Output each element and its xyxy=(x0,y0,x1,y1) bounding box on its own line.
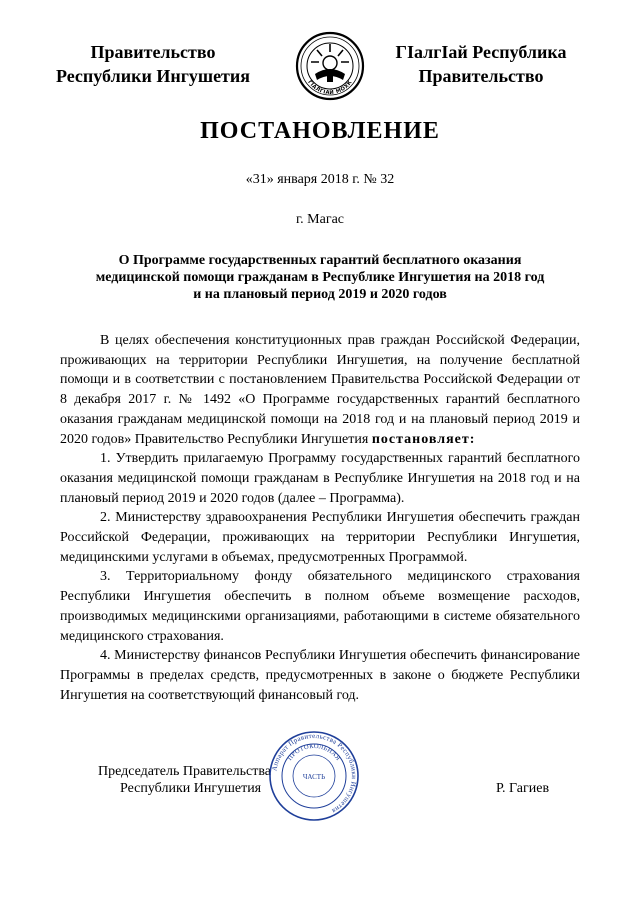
preamble-text: В целях обеспечения конституционных прав граждан Российской Федерации, проживающих на территории Республики Ингушетия, на получение бесплатной помощи и в соответствии с постановлением Правительства Российской Федерации от 8 декабря 2017 г. № 1492 «О Программе государственных гарантий бесплатного оказания гражданам медицинской помощи на 2018 год и на плановый период 2019 и 2020 годов» Правительство Республики Ингушетия xyxy=(60,333,580,447)
item-paragraph-4: 4. Министерству финансов Республики Ингушетия обеспечить финансирование Программы в пределах средств, предусмотренных в законе о бюджете Республики Ингушетия на соответствующий финансовый год. xyxy=(60,648,580,703)
stamp-inner-text: ПРОТОКОЛЬНАЯ xyxy=(286,742,342,762)
item-paragraph-3: 3. Территориальному фонду обязательного медицинского страхования Республики Ингушетия обеспечить в полном объеме возмещение расходов, производимых медицинскими организациями, работающими в системе обязательного медицинского страхования. xyxy=(60,569,580,644)
header-left-line2: Республики Ингушетия xyxy=(55,66,251,86)
signature-position-line2: Республики Ингушетия xyxy=(120,781,262,796)
header-left-line1: Правительство xyxy=(90,42,216,62)
stamp-center-text: ЧАСТЬ xyxy=(302,773,326,781)
document-title: ПОСТАНОВЛЕНИЕ xyxy=(200,118,440,144)
svg-text:ПРОТОКОЛЬНАЯ xyxy=(286,743,341,762)
item-paragraph-2: 2. Министерству здравоохранения Республики Ингушетия обеспечить граждан Российской Федерации, проживающих на территории Республики Ингушетия, медицинскими услугами в объемах, предусмотренных Программой. xyxy=(60,510,580,565)
header-right-line1: ГIалгIай Республика xyxy=(395,42,567,62)
decree-word: постановляет: xyxy=(371,431,476,447)
subject-line1: О Программе государственных гарантий бесплатного оказания xyxy=(118,253,522,268)
signature-position-line1: Председатель Правительства xyxy=(98,764,271,779)
coat-of-arms-icon xyxy=(295,30,365,102)
place-line: г. Магас xyxy=(296,212,344,227)
subject-line3: и на плановый период 2019 и 2020 годов xyxy=(193,287,447,302)
header-right xyxy=(376,40,586,88)
header-left xyxy=(48,40,258,88)
document-body xyxy=(60,331,580,705)
header-right-line2: Правительство xyxy=(418,66,544,86)
emblem-text: ГIАЛГIАЙ МОХК xyxy=(306,79,354,97)
date-line: «31» января 2018 г. № 32 xyxy=(245,172,395,187)
item-paragraph-1: 1. Утвердить прилагаемую Программу государственных гарантий бесплатного оказания медицинской помощи гражданам в Республике Ингушетия на 2018 год и на плановый период 2019 и 2020 годов (далее – Программа). xyxy=(60,451,580,506)
preamble-paragraph xyxy=(60,331,580,449)
signature-name: Р. Гагиев xyxy=(496,781,550,796)
stamp-outer-text: Аппарат Правительства Республики Ингушетия xyxy=(270,731,359,816)
document-subject xyxy=(70,252,570,303)
official-stamp xyxy=(268,730,360,822)
subject-line2: медицинской помощи гражданам в Республике Ингушетия на 2018 год xyxy=(95,270,545,285)
